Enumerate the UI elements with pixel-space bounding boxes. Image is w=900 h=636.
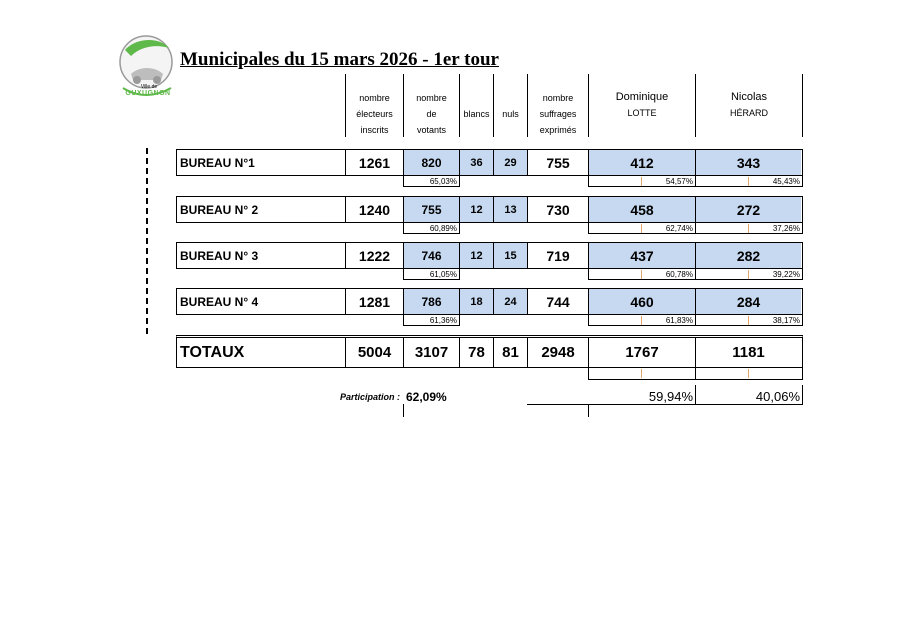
bureau-lotte-pct: 54,57% — [588, 176, 696, 187]
bureau-lotte-votes: 412 — [588, 150, 695, 175]
footer-divider — [403, 404, 404, 417]
bureau-herard-votes: 282 — [695, 243, 801, 268]
bureau-exprimes: 755 — [527, 150, 588, 175]
pct-tick — [748, 270, 749, 279]
participation-label: Participation : — [339, 392, 400, 402]
header-candidate-herard: Nicolas HÉRARD — [729, 91, 768, 118]
bureau-row — [176, 288, 803, 315]
totals-pct-line — [588, 379, 803, 380]
totals-nuls: 81 — [493, 338, 527, 367]
bureau-herard-pct: 38,17% — [695, 315, 803, 326]
bureau-votants: 755 — [403, 197, 459, 222]
bureau-nuls: 13 — [493, 197, 527, 222]
header-divider — [802, 74, 803, 137]
footer-line — [527, 404, 803, 405]
logo-caption-top: Ville de — [140, 84, 158, 90]
bureau-herard-votes: 343 — [695, 150, 801, 175]
bureau-blancs: 12 — [459, 197, 493, 222]
pct-tick — [641, 270, 642, 279]
pct-tick — [641, 177, 642, 186]
logo-caption-bottom: GUXUGNON — [125, 90, 171, 97]
header-candidate-lotte: Dominique LOTTE — [615, 91, 669, 118]
totals-label: TOTAUX — [180, 343, 245, 361]
bureau-herard-votes: 284 — [695, 289, 801, 314]
bureau-lotte-votes: 437 — [588, 243, 695, 268]
totals-lotte: 1767 — [588, 338, 695, 367]
bureau-row — [176, 196, 803, 223]
bureau-votants-pct: 61,36% — [403, 315, 460, 326]
pct-tick — [748, 369, 749, 378]
pct-tick — [641, 369, 642, 378]
bureau-exprimes: 719 — [527, 243, 588, 268]
bureau-herard-pct: 39,22% — [695, 269, 803, 280]
bureau-name: BUREAU N° 3 — [180, 248, 259, 263]
bureau-name: BUREAU N° 2 — [180, 202, 259, 217]
bureau-blancs: 36 — [459, 150, 493, 175]
bureau-name: BUREAU N° 4 — [180, 294, 259, 309]
bureau-inscrits: 1240 — [345, 197, 403, 222]
totals-lotte-pct: 59,94% — [648, 389, 693, 404]
totals-herard: 1181 — [695, 338, 801, 367]
bureau-blancs: 18 — [459, 289, 493, 314]
bureau-lotte-pct: 61,83% — [588, 315, 696, 326]
bureau-nuls: 29 — [493, 150, 527, 175]
bureau-nuls: 24 — [493, 289, 527, 314]
bureau-herard-votes: 272 — [695, 197, 801, 222]
totals-herard-pct: 40,06% — [755, 389, 800, 404]
bureau-lotte-pct: 60,78% — [588, 269, 696, 280]
participation-value: 62,09% — [406, 390, 447, 404]
bureau-exprimes: 730 — [527, 197, 588, 222]
totals-inscrits: 5004 — [345, 338, 403, 367]
bureau-votants-pct: 65,03% — [403, 176, 460, 187]
bureau-inscrits: 1261 — [345, 150, 403, 175]
pct-tick — [641, 224, 642, 233]
footer-divider — [588, 404, 589, 417]
totals-exprimes: 2948 — [527, 338, 588, 367]
bureau-row — [176, 242, 803, 269]
pct-tick — [748, 177, 749, 186]
bureau-lotte-votes: 458 — [588, 197, 695, 222]
bureau-inscrits: 1281 — [345, 289, 403, 314]
footer-divider — [695, 385, 696, 405]
bureau-votants-pct: 61,05% — [403, 269, 460, 280]
header-nuls: nuls — [502, 109, 519, 119]
totals-votants: 3107 — [403, 338, 459, 367]
bureau-lotte-votes: 460 — [588, 289, 695, 314]
bureau-votants-pct: 60,89% — [403, 223, 460, 234]
bureau-row — [176, 149, 803, 176]
bureau-votants: 786 — [403, 289, 459, 314]
bureau-blancs: 12 — [459, 243, 493, 268]
footer-divider — [802, 385, 803, 405]
pct-tick — [641, 316, 642, 325]
bureau-herard-pct: 45,43% — [695, 176, 803, 187]
header-inscrits: nombre électeurs inscrits — [356, 93, 393, 135]
pct-tick — [748, 316, 749, 325]
pct-tick — [748, 224, 749, 233]
totals-blancs: 78 — [459, 338, 493, 367]
bureau-herard-pct: 37,26% — [695, 223, 803, 234]
bureau-votants: 820 — [403, 150, 459, 175]
header-exprimes: nombre suffrages exprimés — [539, 93, 577, 135]
bureau-lotte-pct: 62,74% — [588, 223, 696, 234]
bureau-exprimes: 744 — [527, 289, 588, 314]
totals-row — [176, 335, 803, 368]
bureau-nuls: 15 — [493, 243, 527, 268]
bureau-votants: 746 — [403, 243, 459, 268]
dashed-margin-line — [146, 148, 148, 334]
header-blancs: blancs — [463, 109, 490, 119]
header-votants: nombre de votants — [416, 93, 447, 135]
page-title: Municipales du 15 mars 2026 - 1er tour — [180, 49, 499, 70]
bureau-name: BUREAU N°1 — [180, 155, 255, 170]
bureau-inscrits: 1222 — [345, 243, 403, 268]
